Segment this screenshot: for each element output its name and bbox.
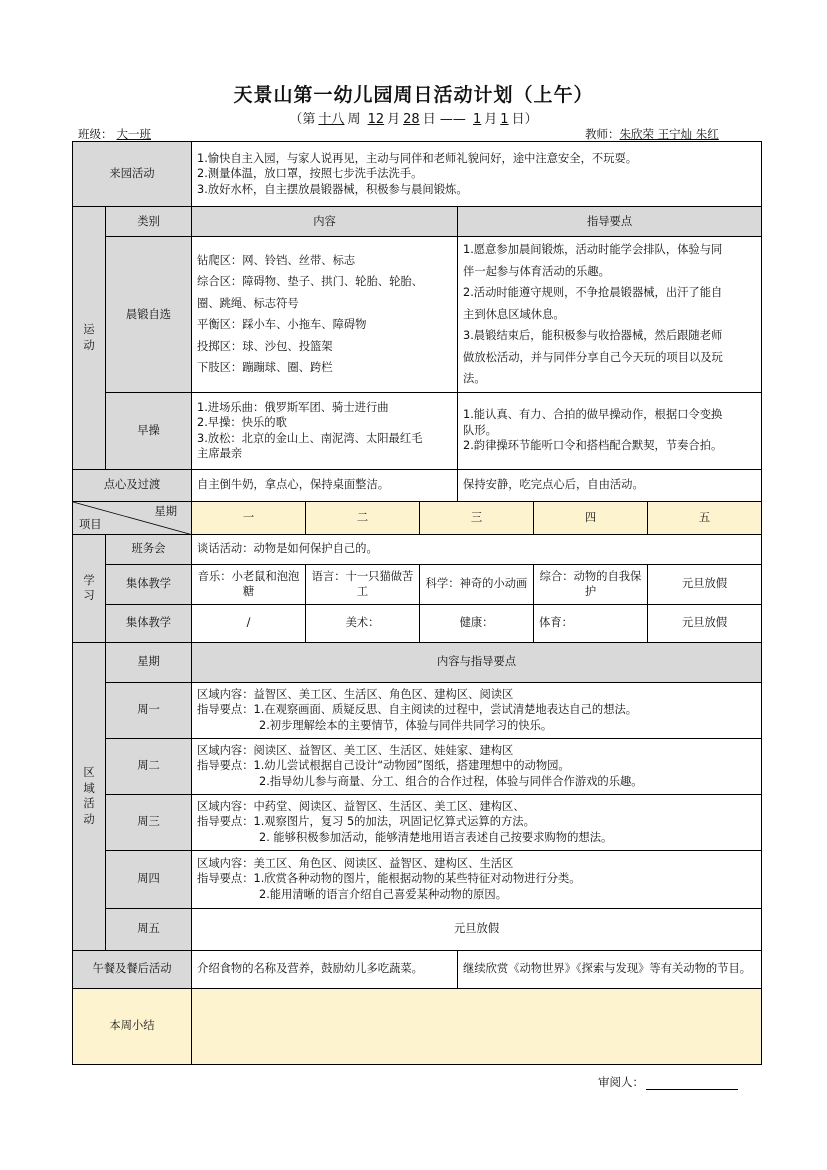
reviewer-line[interactable] xyxy=(646,1077,738,1090)
sport-guide-header: 指导要点 xyxy=(458,207,762,237)
area-content-tue: 区域内容：阅读区、益智区、美工区、生活区、娃娃家、建构区 指导要点：1.幼儿尝试根据自己设计“动物园”图纸，搭建理想中的动物园。 2.指导幼儿参与商量、分工、组合的合作过程，体验与同伴合作游戏的乐趣。 xyxy=(192,738,762,794)
group-teaching2-thu: 体育： xyxy=(534,604,648,642)
class-affairs-content: 谈话活动：动物是如何保护自己的。 xyxy=(192,534,762,564)
end-day: 1 xyxy=(500,112,509,127)
summary-content[interactable] xyxy=(192,988,762,1064)
area-day-mon: 周一 xyxy=(106,682,192,738)
morning-exercise-label: 晨锻自选 xyxy=(106,237,192,393)
snack-left: 自主倒牛奶，拿点心，保持桌面整洁。 xyxy=(192,469,458,501)
arrival-label: 来园活动 xyxy=(73,142,192,207)
start-month: 12 xyxy=(367,112,385,127)
group-teaching2-tue: 美术： xyxy=(306,604,420,642)
area-content-mon: 区域内容：益智区、美工区、生活区、角色区、建构区、阅读区 指导要点：1.在观察画面、质疑反思、自主阅读的过程中，尝试清楚地表达自己的想法。 2.初步理解绘本的主要情节，体验与同伴共同学习的快乐。 xyxy=(192,682,762,738)
area-day-thu: 周四 xyxy=(106,850,192,908)
sport-content-header: 内容 xyxy=(192,207,458,237)
class-value: 大一班 xyxy=(116,127,151,141)
snack-right: 保持安静，吃完点心后，自由活动。 xyxy=(458,469,762,501)
sport-category-header: 类别 xyxy=(106,207,192,237)
day-header-fri: 五 xyxy=(648,501,762,534)
group-teaching-label-1: 集体教学 xyxy=(106,564,192,604)
day-header-wed: 三 xyxy=(420,501,534,534)
group-teaching-thu: 综合：动物的自我保护 xyxy=(534,564,648,604)
day-header-mon: 一 xyxy=(192,501,306,534)
morning-drill-content: 1.进场乐曲：俄罗斯军团、骑士进行曲 2.早操：快乐的歌 3.放松：北京的金山上、南泥湾、太阳最红毛 主席最亲 xyxy=(192,392,458,469)
class-info: 班级： 大一班 xyxy=(78,126,177,142)
teacher-value: 朱欣荣 王宁灿 朱红 xyxy=(619,127,719,141)
area-day-fri: 周五 xyxy=(106,908,192,950)
group-teaching2-fri: 元旦放假 xyxy=(648,604,762,642)
end-month: 1 xyxy=(473,112,482,127)
area-content-fri: 元旦放假 xyxy=(192,908,762,950)
lunch-label: 午餐及餐后活动 xyxy=(73,950,192,988)
group-teaching2-wed: 健康： xyxy=(420,604,534,642)
morning-drill-guide: 1.能认真、有力、合拍的做早操动作，根据口令变换 队形。 2.韵律操环节能听口令和搭档配合默契，节奏合拍。 xyxy=(458,392,762,469)
area-day-wed: 周三 xyxy=(106,794,192,850)
morning-drill-label: 早操 xyxy=(106,392,192,469)
area-day-tue: 周二 xyxy=(106,738,192,794)
arrival-content: 1.愉快自主入园，与家人说再见，主动与同伴和老师礼貌问好，途中注意安全，不玩耍。 2.测量体温，放口罩，按照七步洗手法洗手。 3.放好水杯，自主摆放晨锻器械，积极参与晨间锻炼。 xyxy=(192,142,762,207)
week-range: （第 十八 周 12 月 28 日 —— 1 月 1 日） xyxy=(289,112,538,127)
lunch-right: 继续欣赏《动物世界》《探索与发现》等有关动物的节目。 xyxy=(458,950,762,988)
class-affairs-label: 班务会 xyxy=(106,534,192,564)
group-teaching-tue: 语言：十一只猫做苦工 xyxy=(306,564,420,604)
study-label: 学 习 xyxy=(73,534,106,642)
page-title: 天景山第一幼儿园周日活动计划（上午） xyxy=(233,84,594,106)
area-content-header: 内容与指导要点 xyxy=(192,642,762,682)
group-teaching-mon: 音乐：小老鼠和泡泡糖 xyxy=(192,564,306,604)
group-teaching-wed: 科学：神奇的小动画 xyxy=(420,564,534,604)
area-day-header: 星期 xyxy=(106,642,192,682)
sport-label: 运 动 xyxy=(73,207,106,470)
area-content-thu: 区域内容：美工区、角色区、阅读区、益智区、建构区、生活区 指导要点：1.欣赏各种动物的图片，能根据动物的某些特征对动物进行分类。 2.能用清晰的语言介绍自己喜爱某种动物的原因。 xyxy=(192,850,762,908)
snack-label: 点心及过渡 xyxy=(73,469,192,501)
lunch-left: 介绍食物的名称及营养，鼓励幼儿多吃蔬菜。 xyxy=(192,950,458,988)
morning-exercise-content: 钻爬区：网、铃铛、丝带、标志 综合区：障碍物、垫子、拱门、轮胎、轮胎、 圈、跳绳、标志符号 平衡区：踩小车、小拖车、障碍物 投掷区：球、沙包、投篮架 下肢区：蹦蹦球、圈、跨栏 xyxy=(192,237,458,393)
summary-label: 本周小结 xyxy=(73,988,192,1064)
area-content-wed: 区域内容：中药堂、阅读区、益智区、生活区、美工区、建构区、 指导要点：1.观察图片，复习 5的加法，巩固记忆算式运算的方法。 2. 能够积极参加活动，能够清楚地用语言表述自己按要求购物的想法。 xyxy=(192,794,762,850)
corner-item-label: 项目 xyxy=(79,518,102,531)
start-day: 28 xyxy=(403,112,420,127)
area-label: 区 域 活 动 xyxy=(73,642,106,950)
week-number: 十八 xyxy=(318,112,345,127)
plan-table xyxy=(72,141,762,1065)
group-teaching2-mon: / xyxy=(192,604,306,642)
teacher-info: 教师：朱欣荣 王宁灿 朱红 xyxy=(585,127,719,141)
group-teaching-label-2: 集体教学 xyxy=(106,604,192,642)
morning-exercise-guide: 1.愿意参加晨间锻炼，活动时能学会排队，体验与同 伴一起参与体育活动的乐趣。 2.活动时能遵守规则，不争抢晨锻器械，出汗了能自 主到休息区域休息。 3.晨锻结束后，能积极参与收拾器械，然后跟随老师 做放松活动，并与同伴分享自己今天玩的项目以及玩 法。 xyxy=(458,237,762,393)
day-header-thu: 四 xyxy=(534,501,648,534)
reviewer-signature: 审阅人： xyxy=(598,1074,738,1090)
corner-weekday-label: 星期 xyxy=(154,504,178,518)
day-header-tue: 二 xyxy=(306,501,420,534)
week-corner-cell xyxy=(73,501,192,534)
group-teaching-fri: 元旦放假 xyxy=(648,564,762,604)
